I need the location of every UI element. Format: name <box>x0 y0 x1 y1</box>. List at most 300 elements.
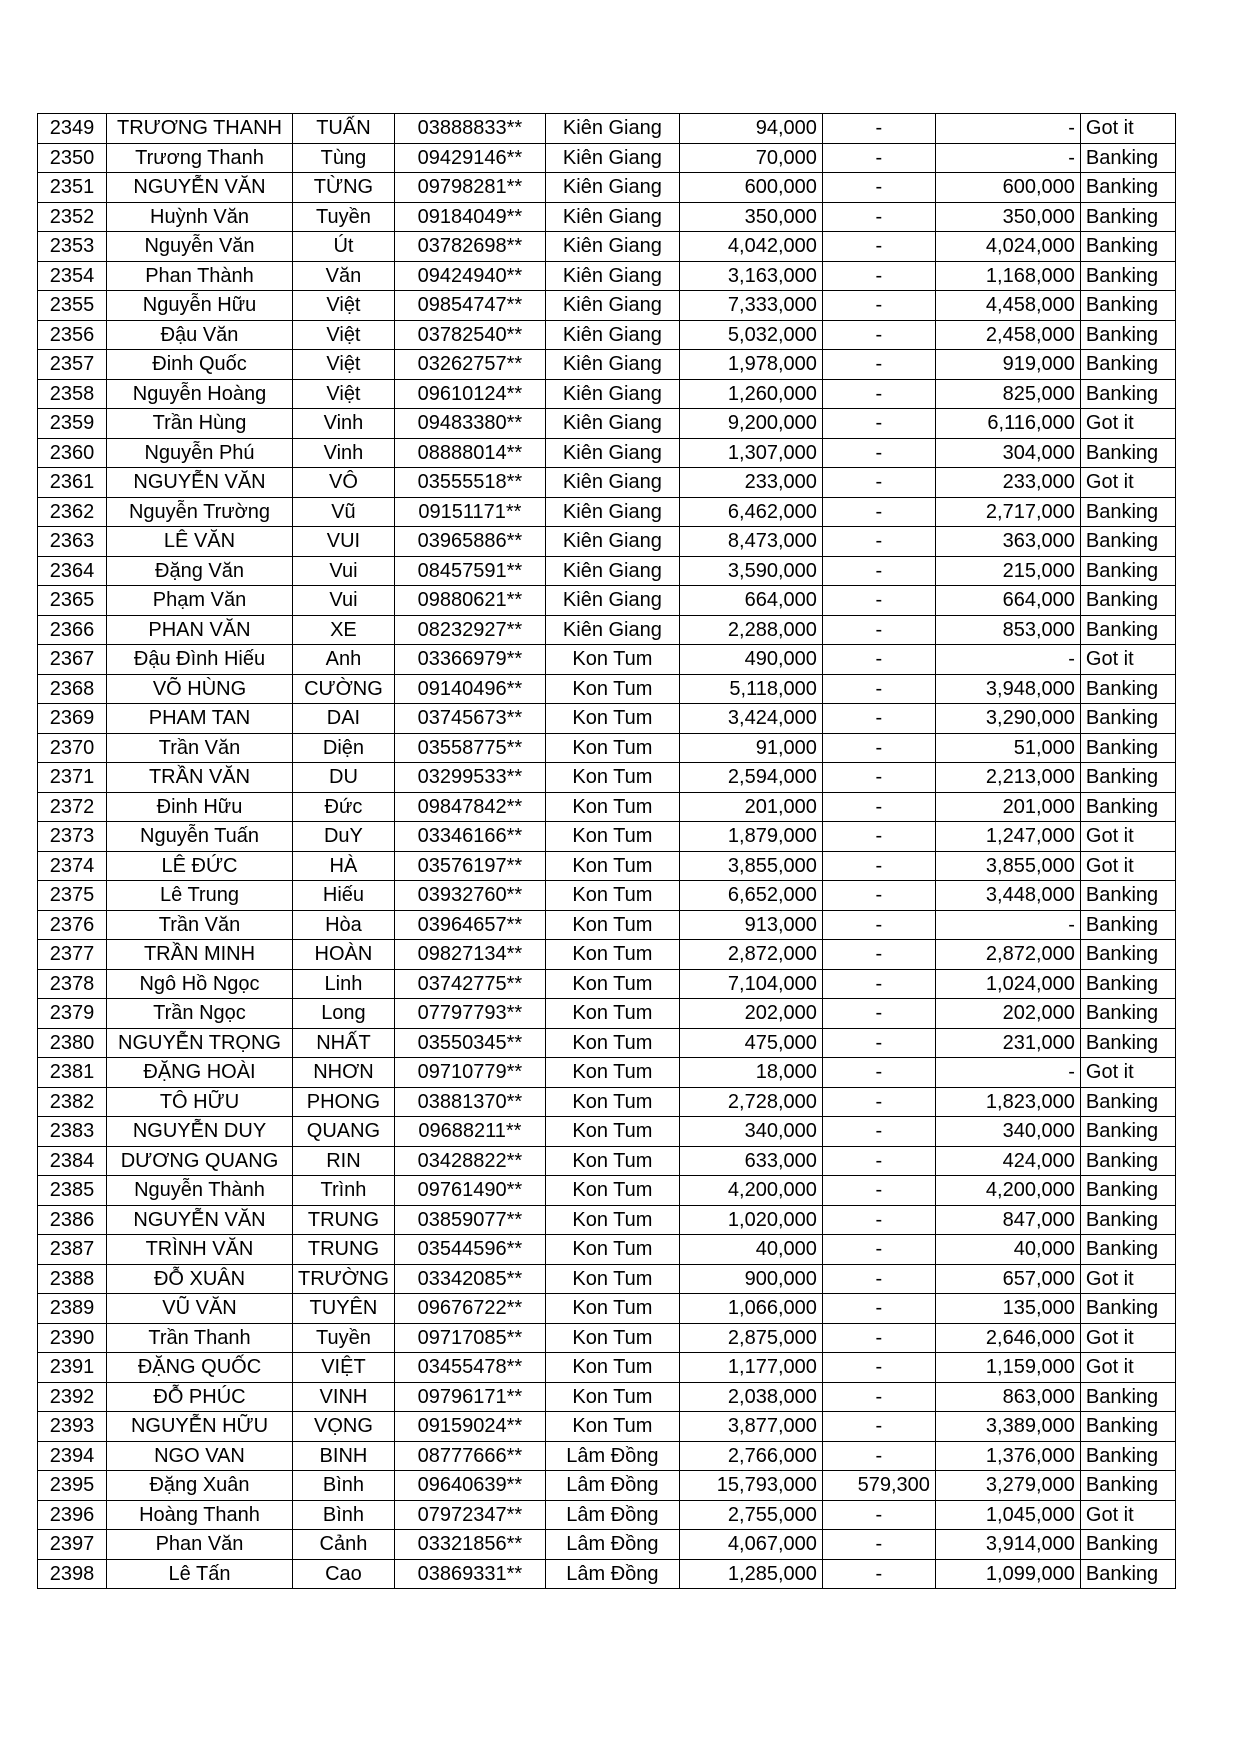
phone-cell: 08457591** <box>394 556 545 586</box>
phone-cell: 08232927** <box>394 615 545 645</box>
given-name-cell: HÀ <box>293 851 395 881</box>
given-name-cell: Văn <box>293 261 395 291</box>
amount-cell: 3,163,000 <box>679 261 822 291</box>
surname-cell: Nguyễn Trường <box>107 497 293 527</box>
deduction-cell: - <box>822 173 935 203</box>
deduction-cell: - <box>822 1530 935 1560</box>
province-cell: Kiên Giang <box>545 291 679 321</box>
province-cell: Kon Tum <box>545 1058 679 1088</box>
phone-cell: 03321856** <box>394 1530 545 1560</box>
id-cell: 2373 <box>38 822 107 852</box>
paid-cell: 424,000 <box>935 1146 1080 1176</box>
table-row <box>38 763 1176 793</box>
surname-cell: Nguyễn Hữu <box>107 291 293 321</box>
surname-cell: Đinh Quốc <box>107 350 293 380</box>
amount-cell: 913,000 <box>679 910 822 940</box>
surname-cell: Hoàng Thanh <box>107 1500 293 1530</box>
province-cell: Kiên Giang <box>545 615 679 645</box>
given-name-cell: DAI <box>293 704 395 734</box>
paid-cell: 215,000 <box>935 556 1080 586</box>
phone-cell: 08777666** <box>394 1441 545 1471</box>
deduction-cell: - <box>822 202 935 232</box>
method-cell: Banking <box>1080 1441 1175 1471</box>
surname-cell: TRẦN VĂN <box>107 763 293 793</box>
data-table <box>37 113 1176 1589</box>
paid-cell: - <box>935 114 1080 144</box>
province-cell: Lâm Đồng <box>545 1559 679 1589</box>
table-row <box>38 527 1176 557</box>
id-cell: 2353 <box>38 232 107 262</box>
table-row <box>38 468 1176 498</box>
table-row <box>38 1382 1176 1412</box>
surname-cell: TÔ HỮU <box>107 1087 293 1117</box>
table-row <box>38 497 1176 527</box>
method-cell: Banking <box>1080 1146 1175 1176</box>
table-row <box>38 1353 1176 1383</box>
surname-cell: Trương Thanh <box>107 143 293 173</box>
table-row <box>38 409 1176 439</box>
paid-cell: 4,200,000 <box>935 1176 1080 1206</box>
method-cell: Banking <box>1080 173 1175 203</box>
deduction-cell: - <box>822 999 935 1029</box>
id-cell: 2390 <box>38 1323 107 1353</box>
method-cell: Banking <box>1080 1294 1175 1324</box>
table-row <box>38 556 1176 586</box>
method-cell: Banking <box>1080 143 1175 173</box>
surname-cell: LÊ VĂN <box>107 527 293 557</box>
amount-cell: 2,766,000 <box>679 1441 822 1471</box>
deduction-cell: - <box>822 1087 935 1117</box>
table-row <box>38 261 1176 291</box>
table-row <box>38 350 1176 380</box>
table-row <box>38 822 1176 852</box>
method-cell: Banking <box>1080 881 1175 911</box>
paid-cell: 6,116,000 <box>935 409 1080 439</box>
given-name-cell: CƯỜNG <box>293 674 395 704</box>
amount-cell: 2,594,000 <box>679 763 822 793</box>
amount-cell: 5,032,000 <box>679 320 822 350</box>
deduction-cell: - <box>822 1441 935 1471</box>
id-cell: 2367 <box>38 645 107 675</box>
surname-cell: PHAN VĂN <box>107 615 293 645</box>
table-row <box>38 851 1176 881</box>
province-cell: Kon Tum <box>545 1028 679 1058</box>
deduction-cell: - <box>822 1235 935 1265</box>
deduction-cell: - <box>822 763 935 793</box>
province-cell: Kiên Giang <box>545 586 679 616</box>
deduction-cell: - <box>822 1264 935 1294</box>
deduction-cell: - <box>822 350 935 380</box>
amount-cell: 70,000 <box>679 143 822 173</box>
province-cell: Kiên Giang <box>545 320 679 350</box>
amount-cell: 664,000 <box>679 586 822 616</box>
surname-cell: Trần Ngọc <box>107 999 293 1029</box>
table-row <box>38 733 1176 763</box>
amount-cell: 1,020,000 <box>679 1205 822 1235</box>
method-cell: Banking <box>1080 763 1175 793</box>
deduction-cell: - <box>822 733 935 763</box>
phone-cell: 09796171** <box>394 1382 545 1412</box>
table-row <box>38 910 1176 940</box>
phone-cell: 09688211** <box>394 1117 545 1147</box>
deduction-cell: - <box>822 822 935 852</box>
given-name-cell: TỪNG <box>293 173 395 203</box>
surname-cell: NGUYỄN HỮU <box>107 1412 293 1442</box>
phone-cell: 03576197** <box>394 851 545 881</box>
surname-cell: PHAM TAN <box>107 704 293 734</box>
surname-cell: NGUYỄN VĂN <box>107 468 293 498</box>
given-name-cell: Bình <box>293 1471 395 1501</box>
amount-cell: 475,000 <box>679 1028 822 1058</box>
id-cell: 2398 <box>38 1559 107 1589</box>
table-row <box>38 1530 1176 1560</box>
table-row <box>38 1412 1176 1442</box>
deduction-cell: - <box>822 704 935 734</box>
id-cell: 2397 <box>38 1530 107 1560</box>
id-cell: 2386 <box>38 1205 107 1235</box>
table-row <box>38 1235 1176 1265</box>
given-name-cell: Việt <box>293 379 395 409</box>
phone-cell: 09159024** <box>394 1412 545 1442</box>
table-row <box>38 1058 1176 1088</box>
province-cell: Lâm Đồng <box>545 1500 679 1530</box>
surname-cell: NGUYỄN DUY <box>107 1117 293 1147</box>
method-cell: Banking <box>1080 792 1175 822</box>
paid-cell: - <box>935 645 1080 675</box>
deduction-cell: - <box>822 291 935 321</box>
amount-cell: 94,000 <box>679 114 822 144</box>
table-row <box>38 792 1176 822</box>
phone-cell: 09640639** <box>394 1471 545 1501</box>
province-cell: Kiên Giang <box>545 556 679 586</box>
deduction-cell: - <box>822 645 935 675</box>
amount-cell: 4,200,000 <box>679 1176 822 1206</box>
id-cell: 2382 <box>38 1087 107 1117</box>
deduction-cell: - <box>822 1176 935 1206</box>
paid-cell: 135,000 <box>935 1294 1080 1324</box>
phone-cell: 03745673** <box>394 704 545 734</box>
phone-cell: 07797793** <box>394 999 545 1029</box>
province-cell: Kon Tum <box>545 1176 679 1206</box>
id-cell: 2377 <box>38 940 107 970</box>
deduction-cell: - <box>822 1205 935 1235</box>
phone-cell: 09798281** <box>394 173 545 203</box>
table-row <box>38 1323 1176 1353</box>
id-cell: 2388 <box>38 1264 107 1294</box>
phone-cell: 03366979** <box>394 645 545 675</box>
id-cell: 2374 <box>38 851 107 881</box>
id-cell: 2362 <box>38 497 107 527</box>
given-name-cell: Linh <box>293 969 395 999</box>
paid-cell: 2,646,000 <box>935 1323 1080 1353</box>
phone-cell: 09847842** <box>394 792 545 822</box>
method-cell: Got it <box>1080 1323 1175 1353</box>
phone-cell: 09424940** <box>394 261 545 291</box>
paid-cell: - <box>935 143 1080 173</box>
method-cell: Banking <box>1080 1530 1175 1560</box>
phone-cell: 03859077** <box>394 1205 545 1235</box>
method-cell: Banking <box>1080 1028 1175 1058</box>
paid-cell: 600,000 <box>935 173 1080 203</box>
id-cell: 2370 <box>38 733 107 763</box>
deduction-cell: - <box>822 969 935 999</box>
table-row <box>38 143 1176 173</box>
deduction-cell: - <box>822 1382 935 1412</box>
surname-cell: Phan Thành <box>107 261 293 291</box>
table-row <box>38 1294 1176 1324</box>
surname-cell: NGUYỄN VĂN <box>107 1205 293 1235</box>
paid-cell: 664,000 <box>935 586 1080 616</box>
given-name-cell: VIỆT <box>293 1353 395 1383</box>
id-cell: 2361 <box>38 468 107 498</box>
province-cell: Kon Tum <box>545 1382 679 1412</box>
phone-cell: 09483380** <box>394 409 545 439</box>
given-name-cell: Vinh <box>293 409 395 439</box>
deduction-cell: - <box>822 1500 935 1530</box>
paid-cell: 1,159,000 <box>935 1353 1080 1383</box>
amount-cell: 233,000 <box>679 468 822 498</box>
phone-cell: 09827134** <box>394 940 545 970</box>
phone-cell: 03869331** <box>394 1559 545 1589</box>
deduction-cell: - <box>822 497 935 527</box>
method-cell: Banking <box>1080 910 1175 940</box>
deduction-cell: - <box>822 468 935 498</box>
province-cell: Kon Tum <box>545 1294 679 1324</box>
surname-cell: Lê Tấn <box>107 1559 293 1589</box>
id-cell: 2372 <box>38 792 107 822</box>
phone-cell: 09676722** <box>394 1294 545 1324</box>
province-cell: Kiên Giang <box>545 527 679 557</box>
id-cell: 2363 <box>38 527 107 557</box>
id-cell: 2351 <box>38 173 107 203</box>
table-row <box>38 1471 1176 1501</box>
deduction-cell: - <box>822 1323 935 1353</box>
given-name-cell: Long <box>293 999 395 1029</box>
method-cell: Banking <box>1080 586 1175 616</box>
method-cell: Banking <box>1080 261 1175 291</box>
table-row <box>38 1146 1176 1176</box>
table-row <box>38 1559 1176 1589</box>
id-cell: 2364 <box>38 556 107 586</box>
phone-cell: 03742775** <box>394 969 545 999</box>
deduction-cell: - <box>822 1353 935 1383</box>
given-name-cell: Tuyền <box>293 202 395 232</box>
province-cell: Kiên Giang <box>545 379 679 409</box>
given-name-cell: RIN <box>293 1146 395 1176</box>
province-cell: Kiên Giang <box>545 114 679 144</box>
phone-cell: 03342085** <box>394 1264 545 1294</box>
table-row <box>38 645 1176 675</box>
deduction-cell: - <box>822 556 935 586</box>
paid-cell: 1,168,000 <box>935 261 1080 291</box>
paid-cell: 202,000 <box>935 999 1080 1029</box>
phone-cell: 03555518** <box>394 468 545 498</box>
phone-cell: 03455478** <box>394 1353 545 1383</box>
given-name-cell: XE <box>293 615 395 645</box>
phone-cell: 03346166** <box>394 822 545 852</box>
amount-cell: 2,875,000 <box>679 1323 822 1353</box>
method-cell: Banking <box>1080 291 1175 321</box>
phone-cell: 08888014** <box>394 438 545 468</box>
id-cell: 2394 <box>38 1441 107 1471</box>
id-cell: 2365 <box>38 586 107 616</box>
paid-cell: 3,948,000 <box>935 674 1080 704</box>
table-row <box>38 674 1176 704</box>
deduction-cell: - <box>822 114 935 144</box>
deduction-cell: - <box>822 1028 935 1058</box>
id-cell: 2349 <box>38 114 107 144</box>
deduction-cell: - <box>822 1412 935 1442</box>
deduction-cell: - <box>822 438 935 468</box>
deduction-cell: - <box>822 615 935 645</box>
paid-cell: 340,000 <box>935 1117 1080 1147</box>
table-row <box>38 586 1176 616</box>
given-name-cell: VÔ <box>293 468 395 498</box>
id-cell: 2366 <box>38 615 107 645</box>
table-row <box>38 1176 1176 1206</box>
province-cell: Lâm Đồng <box>545 1471 679 1501</box>
surname-cell: DƯƠNG QUANG <box>107 1146 293 1176</box>
surname-cell: ĐẶNG QUỐC <box>107 1353 293 1383</box>
given-name-cell: VINH <box>293 1382 395 1412</box>
given-name-cell: Vui <box>293 586 395 616</box>
method-cell: Banking <box>1080 999 1175 1029</box>
province-cell: Kon Tum <box>545 704 679 734</box>
method-cell: Banking <box>1080 556 1175 586</box>
id-cell: 2376 <box>38 910 107 940</box>
province-cell: Kon Tum <box>545 733 679 763</box>
table-row <box>38 173 1176 203</box>
amount-cell: 2,288,000 <box>679 615 822 645</box>
paid-cell: 4,024,000 <box>935 232 1080 262</box>
deduction-cell: - <box>822 527 935 557</box>
table-row <box>38 291 1176 321</box>
given-name-cell: Vui <box>293 556 395 586</box>
table-body <box>38 114 1176 1589</box>
amount-cell: 91,000 <box>679 733 822 763</box>
amount-cell: 1,285,000 <box>679 1559 822 1589</box>
phone-cell: 09761490** <box>394 1176 545 1206</box>
amount-cell: 633,000 <box>679 1146 822 1176</box>
paid-cell: 919,000 <box>935 350 1080 380</box>
surname-cell: Nguyễn Phú <box>107 438 293 468</box>
given-name-cell: Bình <box>293 1500 395 1530</box>
deduction-cell: - <box>822 379 935 409</box>
amount-cell: 6,462,000 <box>679 497 822 527</box>
table-row <box>38 999 1176 1029</box>
method-cell: Banking <box>1080 1471 1175 1501</box>
amount-cell: 7,104,000 <box>679 969 822 999</box>
method-cell: Banking <box>1080 232 1175 262</box>
method-cell: Banking <box>1080 733 1175 763</box>
table-row <box>38 1205 1176 1235</box>
deduction-cell: - <box>822 910 935 940</box>
paid-cell: 1,045,000 <box>935 1500 1080 1530</box>
id-cell: 2369 <box>38 704 107 734</box>
surname-cell: Huỳnh Văn <box>107 202 293 232</box>
id-cell: 2354 <box>38 261 107 291</box>
amount-cell: 1,307,000 <box>679 438 822 468</box>
method-cell: Got it <box>1080 1353 1175 1383</box>
table-row <box>38 704 1176 734</box>
given-name-cell: Vũ <box>293 497 395 527</box>
method-cell: Banking <box>1080 1117 1175 1147</box>
amount-cell: 1,177,000 <box>679 1353 822 1383</box>
surname-cell: LÊ ĐỨC <box>107 851 293 881</box>
surname-cell: TRÌNH VĂN <box>107 1235 293 1265</box>
surname-cell: Trần Thanh <box>107 1323 293 1353</box>
given-name-cell: DU <box>293 763 395 793</box>
given-name-cell: TUẤN <box>293 114 395 144</box>
province-cell: Kon Tum <box>545 674 679 704</box>
paid-cell: 2,458,000 <box>935 320 1080 350</box>
surname-cell: Đậu Văn <box>107 320 293 350</box>
method-cell: Banking <box>1080 1412 1175 1442</box>
amount-cell: 2,872,000 <box>679 940 822 970</box>
phone-cell: 09151171** <box>394 497 545 527</box>
phone-cell: 03932760** <box>394 881 545 911</box>
surname-cell: Nguyễn Hoàng <box>107 379 293 409</box>
table-row <box>38 1441 1176 1471</box>
surname-cell: Trần Văn <box>107 733 293 763</box>
deduction-cell: - <box>822 674 935 704</box>
table-row <box>38 1264 1176 1294</box>
amount-cell: 1,879,000 <box>679 822 822 852</box>
method-cell: Got it <box>1080 114 1175 144</box>
table-row <box>38 438 1176 468</box>
table-row <box>38 615 1176 645</box>
phone-cell: 03544596** <box>394 1235 545 1265</box>
method-cell: Got it <box>1080 822 1175 852</box>
amount-cell: 340,000 <box>679 1117 822 1147</box>
province-cell: Kiên Giang <box>545 202 679 232</box>
given-name-cell: Trình <box>293 1176 395 1206</box>
phone-cell: 03558775** <box>394 733 545 763</box>
paid-cell: 1,247,000 <box>935 822 1080 852</box>
given-name-cell: VUI <box>293 527 395 557</box>
phone-cell: 03888833** <box>394 114 545 144</box>
method-cell: Banking <box>1080 1087 1175 1117</box>
paid-cell: 201,000 <box>935 792 1080 822</box>
surname-cell: Nguyễn Văn <box>107 232 293 262</box>
paid-cell: 1,024,000 <box>935 969 1080 999</box>
surname-cell: NGO VAN <box>107 1441 293 1471</box>
province-cell: Lâm Đồng <box>545 1441 679 1471</box>
phone-cell: 03262757** <box>394 350 545 380</box>
province-cell: Lâm Đồng <box>545 1530 679 1560</box>
method-cell: Banking <box>1080 350 1175 380</box>
amount-cell: 3,424,000 <box>679 704 822 734</box>
id-cell: 2393 <box>38 1412 107 1442</box>
id-cell: 2375 <box>38 881 107 911</box>
surname-cell: ĐỖ PHÚC <box>107 1382 293 1412</box>
amount-cell: 6,652,000 <box>679 881 822 911</box>
deduction-cell: 579,300 <box>822 1471 935 1501</box>
paid-cell: 2,213,000 <box>935 763 1080 793</box>
surname-cell: Đặng Văn <box>107 556 293 586</box>
id-cell: 2360 <box>38 438 107 468</box>
paid-cell: 3,290,000 <box>935 704 1080 734</box>
province-cell: Kon Tum <box>545 1323 679 1353</box>
deduction-cell: - <box>822 792 935 822</box>
table-row <box>38 940 1176 970</box>
method-cell: Got it <box>1080 1058 1175 1088</box>
given-name-cell: BINH <box>293 1441 395 1471</box>
phone-cell: 03428822** <box>394 1146 545 1176</box>
phone-cell: 09610124** <box>394 379 545 409</box>
amount-cell: 5,118,000 <box>679 674 822 704</box>
given-name-cell: Việt <box>293 350 395 380</box>
